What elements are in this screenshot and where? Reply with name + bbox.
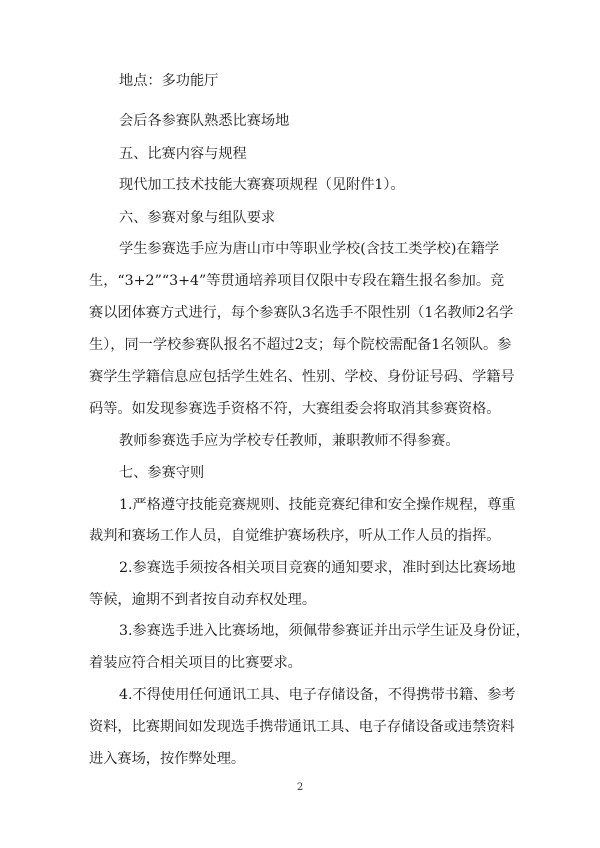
paragraph-line: 现代加工技术技能大赛赛项规程（见附件1）。 [119,177,405,193]
paragraph-line: 1.严格遵守技能竞赛规则、技能竞赛纪律和安全操作规程，尊重 [119,497,516,513]
page-number: 2 [296,782,304,793]
paragraph-line: 赛以团体赛方式进行，每个参赛队3名选手不限性别（1名教师2名学 [89,305,514,321]
section-heading: 五、比赛内容与规程 [119,146,247,162]
section-heading: 七、参赛守则 [119,465,205,481]
paragraph-line: 生），同一学校参赛队报名不超过2支；每个院校需配备1名领队。参 [89,337,512,353]
paragraph-line: 3.参赛选手进入比赛场地，须佩带参赛证并出示学生证及身份证， [119,623,530,639]
paragraph-line: 2.参赛选手须按各相关项目竞赛的通知要求，准时到达比赛场地 [119,560,516,576]
paragraph-line: 学生参赛选手应为唐山市中等职业学校(含技工类学校)在籍学 [119,241,499,257]
paragraph-line: 赛学生学籍信息应包括学生姓名、性别、学校、身份证号码、学籍号 [89,369,515,385]
section-heading: 六、参赛对象与组队要求 [119,210,276,226]
paragraph-line: 着装应符合相关项目的比赛要求。 [89,655,302,671]
paragraph-line: 资料，比赛期间如发现选手携带通讯工具、电子存储设备或违禁资料 [89,719,515,735]
paragraph-line: 教师参赛选手应为学校专任教师，兼职教师不得参赛。 [119,433,460,449]
venue-line: 地点：多功能厅 [119,73,219,89]
paragraph-line: 码等。如发现参赛选手资格不符，大赛组委会将取消其参赛资格。 [89,401,501,417]
paragraph-line: 等候，逾期不到者按自动弃权处理。 [89,592,317,608]
paragraph-line: 裁判和赛场工作人员，自觉维护赛场秩序，听从工作人员的指挥。 [89,528,501,544]
paragraph-line: 会后各参赛队熟悉比赛场地 [119,113,290,129]
paragraph-line: 4.不得使用任何通讯工具、电子存储设备，不得携带书籍、参考 [119,687,516,703]
paragraph-line: 进入赛场，按作弊处理。 [89,751,246,767]
paragraph-line: 生，“3+2”“3+4”等贯通培养项目仅限中专段在籍生报名参加。竞 [89,273,505,289]
